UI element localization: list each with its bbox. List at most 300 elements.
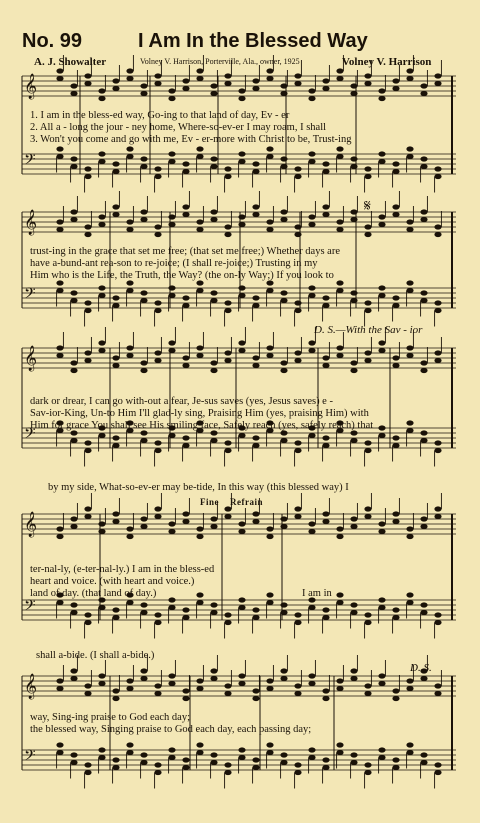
note-head (168, 673, 175, 678)
note-head (56, 280, 63, 285)
note-head (364, 308, 371, 313)
note-head (98, 293, 105, 298)
note-head (378, 159, 385, 164)
note-head (168, 159, 175, 164)
note-head (406, 678, 413, 683)
note-head (406, 353, 413, 358)
note-head (196, 534, 203, 539)
note-head (350, 676, 357, 681)
note-head (322, 169, 329, 174)
note-head (280, 83, 287, 88)
note-head (364, 440, 371, 445)
note-head (322, 757, 329, 762)
note-head (224, 762, 231, 767)
note-head (420, 156, 427, 161)
note-head (280, 91, 287, 96)
note-head (112, 295, 119, 300)
note-head (294, 514, 301, 519)
bass-clef-icon: 𝄢 (24, 151, 36, 172)
note-head (224, 166, 231, 171)
note-head (84, 300, 91, 305)
note-head (378, 96, 385, 101)
note-head (392, 295, 399, 300)
note-head (126, 280, 133, 285)
note-head (112, 615, 119, 620)
note-head (238, 214, 245, 219)
note-head (56, 76, 63, 81)
note-head (196, 600, 203, 605)
note-head (308, 529, 315, 534)
note-head (182, 78, 189, 83)
note-head (168, 222, 175, 227)
note-head (336, 686, 343, 691)
note-head (350, 290, 357, 295)
note-head (168, 755, 175, 760)
note-head (70, 760, 77, 765)
note-head (84, 174, 91, 179)
note-head (224, 514, 231, 519)
system2-verse2: have a-bund-ant rea-son to re-joice; (I shall re-joice;) Trusting in my (30, 258, 318, 269)
note-head (238, 597, 245, 602)
note-head (378, 747, 385, 752)
note-head (238, 348, 245, 353)
note-head (168, 433, 175, 438)
note-head (322, 519, 329, 524)
note-head (182, 303, 189, 308)
note-head (196, 353, 203, 358)
note-head (378, 681, 385, 686)
note-head (196, 678, 203, 683)
note-head (350, 438, 357, 443)
note-head (420, 438, 427, 443)
note-head (210, 91, 217, 96)
note-head (84, 506, 91, 511)
note-head (182, 511, 189, 516)
bass-clef-icon: 𝄢 (24, 425, 36, 446)
note-head (378, 151, 385, 156)
note-head (126, 68, 133, 73)
note-head (168, 681, 175, 686)
note-head (238, 433, 245, 438)
note-head (280, 602, 287, 607)
note-head (322, 435, 329, 440)
note-head (140, 760, 147, 765)
note-head (140, 164, 147, 169)
note-head (364, 691, 371, 696)
note-head (364, 232, 371, 237)
note-head (252, 511, 259, 516)
note-head (350, 752, 357, 757)
note-head (154, 448, 161, 453)
refrain-label: Refrain (230, 497, 263, 507)
note-head (378, 285, 385, 290)
note-head (280, 209, 287, 214)
note-head (154, 440, 161, 445)
note-head (140, 360, 147, 365)
note-head (126, 76, 133, 81)
system1-verse2: 2. All a - long the jour - ney home, Where-so-ev-er I may roam, I shall (30, 122, 327, 133)
note-head (112, 757, 119, 762)
note-head (294, 762, 301, 767)
note-head (252, 519, 259, 524)
note-head (266, 678, 273, 683)
note-head (56, 526, 63, 531)
note-head (238, 747, 245, 752)
note-head (140, 438, 147, 443)
note-head (378, 293, 385, 298)
note-head (364, 514, 371, 519)
note-head (98, 340, 105, 345)
note-head (350, 156, 357, 161)
note-head (280, 430, 287, 435)
note-head (238, 681, 245, 686)
note-head (112, 363, 119, 368)
note-head (98, 96, 105, 101)
bass-clef-icon: 𝄢 (24, 285, 36, 306)
note-head (266, 76, 273, 81)
note-head (364, 448, 371, 453)
note-head (70, 156, 77, 161)
note-head (210, 217, 217, 222)
note-head (294, 308, 301, 313)
note-head (280, 156, 287, 161)
note-head (210, 524, 217, 529)
note-head (84, 232, 91, 237)
system5-line2: the blessed way, Singing praise to God each day, each passing day; (30, 724, 312, 735)
note-head (280, 368, 287, 373)
note-head (252, 765, 259, 770)
note-head (266, 750, 273, 755)
note-head (98, 214, 105, 219)
note-head (252, 86, 259, 91)
note-head (266, 288, 273, 293)
note-head (56, 146, 63, 151)
note-head (98, 605, 105, 610)
note-head (280, 668, 287, 673)
note-head (140, 676, 147, 681)
note-head (308, 293, 315, 298)
note-head (126, 154, 133, 159)
note-head (252, 435, 259, 440)
note-head (336, 154, 343, 159)
note-head (238, 605, 245, 610)
note-head (98, 755, 105, 760)
note-head (70, 217, 77, 222)
note-head (182, 355, 189, 360)
note-head (364, 224, 371, 229)
note-head (154, 350, 161, 355)
note-head (406, 345, 413, 350)
note-head (420, 602, 427, 607)
note-head (280, 164, 287, 169)
note-head (210, 516, 217, 521)
note-head (168, 521, 175, 526)
note-head (70, 368, 77, 373)
note-head (266, 219, 273, 224)
note-head (336, 353, 343, 358)
note-head (98, 151, 105, 156)
note-head (154, 300, 161, 305)
note-head (182, 169, 189, 174)
note-head (140, 290, 147, 295)
note-head (322, 363, 329, 368)
note-head (252, 607, 259, 612)
note-head (238, 521, 245, 526)
note-head (126, 146, 133, 151)
note-head (294, 232, 301, 237)
note-head (322, 204, 329, 209)
note-head (224, 448, 231, 453)
note-head (70, 668, 77, 673)
copyright-owner: Volney V. Harrison, Porterville, Ala., owner, 1925 (140, 57, 300, 66)
note-head (266, 353, 273, 358)
system2-verse1: trust-ing in the grace that set me free; (that set me free;) Whether days are (30, 246, 341, 257)
system3-verse2: Sav-ior-King, Un-to Him I'll glad-ly sing, Praising Him (yes, praising Him) with (30, 408, 369, 419)
note-head (308, 681, 315, 686)
note-head (56, 534, 63, 539)
note-head (252, 204, 259, 209)
treble-clef-icon: 𝄞 (24, 346, 38, 371)
note-head (322, 511, 329, 516)
note-head (238, 673, 245, 678)
note-head (210, 209, 217, 214)
note-head (238, 96, 245, 101)
note-head (112, 688, 119, 693)
note-head (224, 440, 231, 445)
note-head (378, 214, 385, 219)
note-head (84, 762, 91, 767)
note-head (336, 68, 343, 73)
note-head (238, 529, 245, 534)
note-head (336, 280, 343, 285)
note-head (168, 285, 175, 290)
note-head (266, 345, 273, 350)
note-head (238, 151, 245, 156)
note-head (238, 755, 245, 760)
note-head (378, 755, 385, 760)
note-head (420, 298, 427, 303)
note-head (56, 154, 63, 159)
treble-clef-icon: 𝄞 (24, 210, 38, 235)
note-head (224, 81, 231, 86)
note-head (406, 68, 413, 73)
note-head (238, 159, 245, 164)
note-head (154, 232, 161, 237)
note-head (420, 217, 427, 222)
note-head (434, 770, 441, 775)
note-head (210, 360, 217, 365)
note-head (336, 592, 343, 597)
note-head (154, 620, 161, 625)
note-head (196, 280, 203, 285)
note-head (112, 696, 119, 701)
note-head (70, 164, 77, 169)
note-head (336, 219, 343, 224)
note-head (322, 355, 329, 360)
note-head (350, 298, 357, 303)
note-head (392, 696, 399, 701)
note-head (336, 345, 343, 350)
note-head (210, 164, 217, 169)
note-head (98, 673, 105, 678)
note-head (392, 688, 399, 693)
system3-verse1: dark or drear, I can go with-out a fear, Je-sus saves (yes, Jesus saves) e - (30, 396, 333, 407)
note-head (210, 752, 217, 757)
note-head (392, 607, 399, 612)
note-head (350, 368, 357, 373)
note-head (434, 166, 441, 171)
note-head (56, 678, 63, 683)
note-head (392, 303, 399, 308)
note-head (434, 232, 441, 237)
note-head (364, 683, 371, 688)
note-head (364, 81, 371, 86)
note-head (182, 696, 189, 701)
note-head (350, 217, 357, 222)
note-head (56, 345, 63, 350)
note-head (182, 295, 189, 300)
hymn-number: No. 99 (22, 30, 83, 52)
note-head (252, 161, 259, 166)
note-head (224, 232, 231, 237)
note-head (364, 762, 371, 767)
note-head (266, 280, 273, 285)
note-head (280, 676, 287, 681)
note-head (364, 174, 371, 179)
note-head (84, 350, 91, 355)
note-head (154, 762, 161, 767)
note-head (168, 293, 175, 298)
note-head (406, 750, 413, 755)
note-head (252, 443, 259, 448)
note-head (420, 760, 427, 765)
system4-bass-words: I am in (302, 588, 332, 599)
note-head (406, 526, 413, 531)
note-head (378, 521, 385, 526)
note-head (98, 348, 105, 353)
note-head (224, 308, 231, 313)
note-head (140, 298, 147, 303)
note-head (406, 420, 413, 425)
note-head (70, 438, 77, 443)
note-head (98, 88, 105, 93)
note-head (322, 295, 329, 300)
note-head (420, 83, 427, 88)
treble-clef-icon: 𝄞 (24, 512, 38, 537)
note-head (420, 676, 427, 681)
note-head (364, 770, 371, 775)
note-head (266, 227, 273, 232)
note-head (112, 511, 119, 516)
note-head (280, 217, 287, 222)
note-head (196, 288, 203, 293)
composer: Volney V. Harrison (342, 56, 432, 68)
note-head (308, 673, 315, 678)
note-head (294, 691, 301, 696)
note-head (196, 68, 203, 73)
note-head (224, 300, 231, 305)
note-head (112, 435, 119, 440)
note-head (434, 612, 441, 617)
note-head (182, 435, 189, 440)
note-head (154, 358, 161, 363)
note-head (350, 91, 357, 96)
note-head (308, 605, 315, 610)
note-head (182, 688, 189, 693)
note-head (322, 303, 329, 308)
note-head (140, 524, 147, 529)
note-head (308, 214, 315, 219)
note-head (210, 298, 217, 303)
note-head (308, 755, 315, 760)
note-head (294, 612, 301, 617)
note-head (322, 212, 329, 217)
note-head (126, 600, 133, 605)
note-head (224, 174, 231, 179)
note-head (266, 742, 273, 747)
note-head (210, 610, 217, 615)
note-head (56, 227, 63, 232)
note-head (406, 219, 413, 224)
note-head (70, 602, 77, 607)
note-head (322, 161, 329, 166)
note-head (196, 345, 203, 350)
note-head (406, 592, 413, 597)
note-head (182, 757, 189, 762)
note-head (56, 353, 63, 358)
note-head (406, 288, 413, 293)
note-head (308, 222, 315, 227)
note-head (336, 678, 343, 683)
note-head (196, 686, 203, 691)
note-head (378, 529, 385, 534)
note-head (238, 88, 245, 93)
note-head (280, 360, 287, 365)
note-head (126, 288, 133, 293)
note-head (434, 300, 441, 305)
note-head (280, 438, 287, 443)
note-head (182, 161, 189, 166)
note-head (140, 610, 147, 615)
note-head (56, 742, 63, 747)
note-head (140, 668, 147, 673)
note-head (56, 288, 63, 293)
note-head (70, 290, 77, 295)
note-head (392, 161, 399, 166)
system4-line2: heart and voice. (with heart and voice.) (30, 576, 195, 587)
note-head (266, 526, 273, 531)
note-head (280, 298, 287, 303)
note-head (84, 358, 91, 363)
note-head (294, 440, 301, 445)
note-head (210, 430, 217, 435)
note-head (350, 209, 357, 214)
note-head (70, 209, 77, 214)
note-head (350, 430, 357, 435)
note-head (434, 73, 441, 78)
system3-bass-line: by my side, What-so-ev-er may be-tide, In this way (this blessed way) I (48, 482, 349, 493)
note-head (168, 348, 175, 353)
note-head (294, 620, 301, 625)
note-head (196, 526, 203, 531)
note-head (196, 219, 203, 224)
note-head (350, 602, 357, 607)
note-head (378, 425, 385, 430)
note-head (350, 760, 357, 765)
note-head (336, 288, 343, 293)
note-head (406, 686, 413, 691)
note-head (406, 742, 413, 747)
